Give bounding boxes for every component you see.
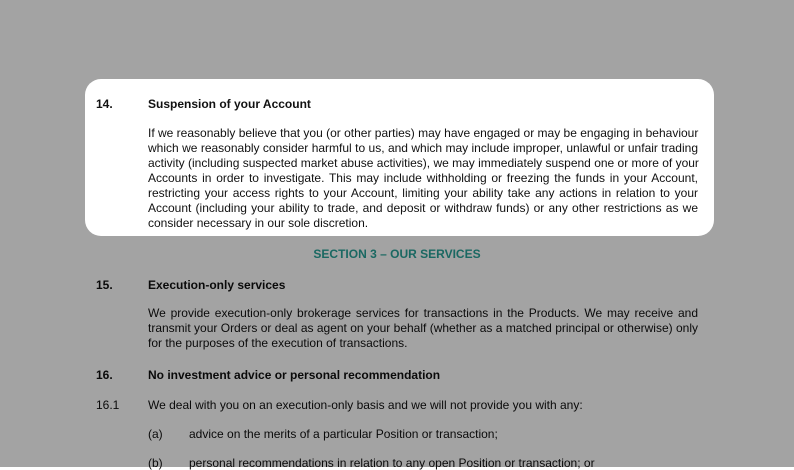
clause-16-1-text: We deal with you on an execution-only basis and we will not provide you with any: — [148, 398, 583, 412]
clause-14-line: which we reasonably consider harmful to us, and which may include improper, unlawful or unfair trading — [148, 141, 698, 155]
clause-14-line: activity (including suspected market abuse activities), we may immediately suspend one or more of your — [148, 156, 699, 170]
item-b-text: personal recommendations in relation to any open Position or transaction; or — [189, 456, 595, 470]
clause-15-heading: Execution-only services — [148, 278, 286, 292]
clause-14-line: Account (including your ability to trade, and deposit or withdraw funds) or any other restrictions as we — [148, 201, 698, 215]
clause-14-line: Accounts in order to investigate. This may include withholding or freezing the funds in your Account, — [148, 171, 698, 185]
clause-14-line: restricting your access rights to your Account, limiting your ability take any actions in relation to your — [148, 186, 698, 200]
clause-16-1-number: 16.1 — [96, 398, 120, 412]
clause-16-heading: No investment advice or personal recommendation — [148, 368, 441, 382]
item-b-letter: (b) — [148, 456, 163, 470]
clause-15-line: for the purposes of the execution of transactions. — [148, 336, 408, 350]
item-a-text: advice on the merits of a particular Position or transaction; — [189, 427, 498, 441]
clause-14-line: If we reasonably believe that you (or other parties) may have engaged or may be engaging in behaviour — [148, 126, 699, 140]
clause-16-number: 16. — [96, 368, 113, 382]
clause-15-number: 15. — [96, 278, 113, 292]
clause-14-line: consider necessary in our sole discretion. — [148, 216, 369, 230]
clause-14-number: 14. — [96, 97, 113, 111]
item-a-letter: (a) — [148, 427, 163, 441]
clause-14-body — [148, 126, 698, 231]
clause-15-body — [148, 306, 698, 351]
section-3-heading: SECTION 3 – OUR SERVICES — [313, 247, 481, 261]
clause-14-heading: Suspension of your Account — [148, 97, 311, 111]
clause-15-line: transmit your Orders or deal as agent on your behalf (whether as a matched principal or otherwise) only — [148, 321, 698, 335]
clause-15-line: We provide execution-only brokerage services for transactions in the Products. We may receive and — [148, 306, 698, 320]
